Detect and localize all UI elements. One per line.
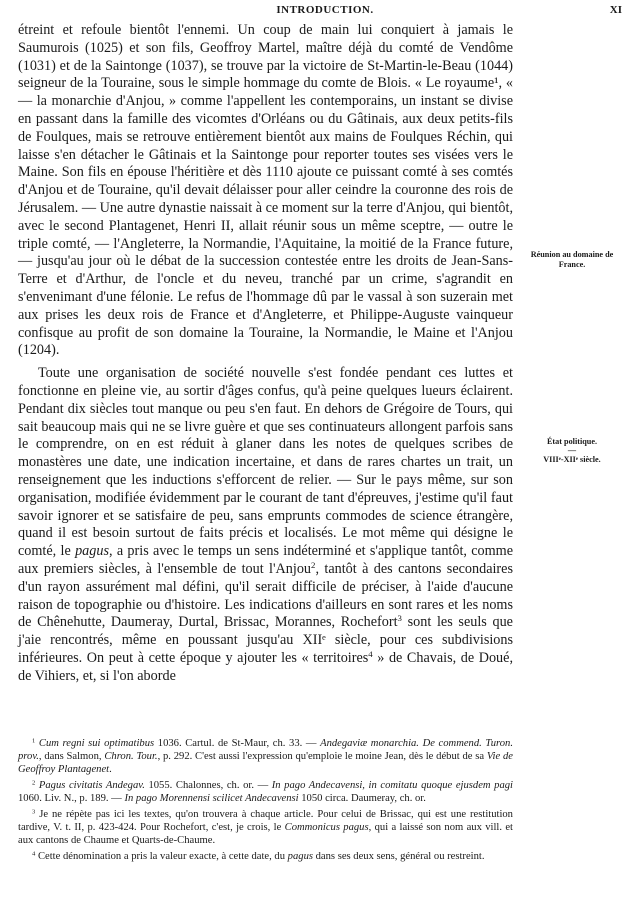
margin-note-line-2: VIIIᵉ-XIIᵉ siècle.: [543, 455, 601, 464]
footnote-1-latin-1: Cum regni sui optimatibus: [38, 738, 155, 749]
footnote-2-text-3: 1050 circa. Daumeray, ch. or.: [298, 793, 426, 804]
footnote-1-text-3: , p. 292. C'est aussi l'expression qu'emploie le moine Jean, dès le début de sa: [157, 751, 487, 762]
paragraph-2: [18, 365, 513, 685]
footnote-1-mark: 1: [32, 737, 36, 745]
paragraph-2-part-4: sont les seuls que j'aie rencontrés, même en poussant jusqu'au XIIᵉ siècle, pour ces subdivisions inférieures. On peut à cette époque y ajouter les « territoires: [18, 614, 513, 666]
footnote-1-title: Chron. Tour.: [104, 751, 158, 762]
footnote-2-mark: 2: [32, 779, 36, 787]
paragraph-2-part-1: Toute une organisation de société nouvelle s'est fondée pendant ces luttes et fonctionne en pleine vie, au sortir d'âges confus, qu'à peine quelques lueurs éclairent. Pendant dix siècles tout manque ou peu s'en faut. En dehors de Grégoire de Tours, qui sait beaucoup mais qui ne se livre guère et que ses continuateurs allongent parfois sans le comprendre, on en est réduit à glaner dans les notes de quelques scribes de monastères une date, une indication incertaine, et dans de rares chartes un trait, un renseignement que les inductions s'efforcent de relier. — Sur le pays même, sur son organisation, modifiée évidemment par le courant de tant d'épreuves, j'estime qu'il faut savoir ignorer et se satisfaire de peu, sans emprunts commodes de science étrangère, quand il est besoin surtout de faits précis et localisés. Le mot même qui désigne le comté, le: [18, 365, 513, 560]
footnote-3-text-2: , qui a laissé son nom aux vill. et aux cantons de Chaume et Quarts-de-Chaume.: [18, 822, 513, 846]
footnote-3-mark: 3: [32, 808, 36, 816]
footnote-4: [18, 850, 513, 863]
footnote-1: [18, 737, 513, 776]
page-number: XI: [609, 4, 622, 16]
footnote-4-mark: 4: [32, 850, 36, 858]
margin-note-etat-politique: [520, 437, 624, 465]
footnote-1-text-2: , dans Salmon,: [38, 751, 105, 762]
paragraph-2-part-2: , a pris avec le temps un sens indéterminé et s'applique tantôt, comme aux premiers siècles, à l'ensemble de tout l'Anjou: [18, 543, 514, 577]
footnotes: [18, 737, 513, 866]
footnote-3-latin: Commonicus pagus: [284, 822, 369, 833]
footnote-2-text-2: 1060. Liv. N., p. 189. —: [18, 793, 125, 804]
footnote-1-latin-2: Andegaviæ monarchia. De commend. Turon. prov.: [18, 738, 513, 762]
margin-note-line-1: État politique.: [546, 437, 598, 446]
margin-note-reunion: Réunion au domaine de France.: [530, 250, 614, 269]
footnote-4-text-1: Cette dénomination a pris la valeur exacte, à cette date, du: [37, 851, 288, 862]
paragraph-2-part-5: » de Chavais, de Doué, de Vihiers, et, si l'on aborde: [18, 649, 513, 684]
footnote-3: [18, 808, 513, 847]
footnote-2: [18, 779, 513, 805]
footnote-1-text-4: .: [109, 764, 112, 775]
page-header: [28, 4, 622, 24]
paragraph-1: étreint et refoule bientôt l'ennemi. Un coup de main lui conquiert à jamais le Saumurois (1025) et son fils, Geoffroy Martel, maître déjà du comté de Vendôme (1031) et de la Saintonge (1037), se trouve par la victoire de St-Martin-le-Beau (1044) seigneur de la Touraine, sous le simple hommage du comte de Blois. « Le royaume¹, « — la monarchie d'Anjou, » comme l'appellent les contemporains, un instant se divise en passant dans la famille des vicomtes d'Orléans ou du Gâtinais, aux deux petits-fils de Foulques, mais se retrouve entièrement bientôt aux mains de Foulques Réchin, qui laisse s'en détacher le Gâtinais et la Saintonge pour reporter toutes ses visées vers le Maine. Son fils en épouse l'héritière et dès 1110 ajoute ce puissant comté à ses comtés d'Anjou et de Touraine, qu'il devait délaisser pour aller ceindre la couronne des rois de Jérusalem. — Une autre dynastie naissait à ce moment sur la terre d'Anjou, qui bientôt, avec le second Plantagenet, Henri II, allait réunir sous un même sceptre, — outre le triple comté, — l'Angleterre, la Normandie, l'Aquitaine, la moitié de la France future, — jusqu'au jour où le débat de la succession contestée entre les droits de Jean-Sans-Terre et d'Arthur, de l'oncle et du neveu, tranché par un crime, s'agrandit en s'envenimant d'une félonie. Le refus de l'hommage dû par le vassal à son suzerain met aux prises les deux rois de France et d'Angleterre, et Philippe-Auguste vainqueur confisque au profit de son domaine la Touraine, la Normandie, le Maine et l'Anjou (1204).: [18, 22, 513, 359]
footnote-ref-2[interactable]: 2: [311, 560, 316, 571]
pagus-term: pagus: [75, 543, 109, 560]
footnote-1-work: Vie de Geoffroy Plantagenet: [18, 751, 513, 775]
margin-note-dash: —: [567, 446, 577, 455]
footnote-4-text-2: dans ses deux sens, général ou restreint.: [312, 851, 485, 862]
footnote-ref-4[interactable]: 4: [368, 649, 373, 660]
running-title: INTRODUCTION.: [276, 4, 374, 16]
footnote-4-latin: pagus: [287, 851, 313, 862]
footnote-3-text-1: Je ne répète pas ici les textes, qu'on trouvera à chaque article. Pour celui de Brissac, qui est une restitution tardive, V. t. II, p. 423-424. Pour Rochefort, c'est, je crois, le: [18, 809, 513, 833]
footnote-2-latin-1: Pagus civitatis Andegav.: [38, 780, 145, 791]
footnote-2-latin-3: In pago Morennensi scilicet Andecavensi: [124, 793, 299, 804]
main-text: [18, 22, 513, 685]
footnote-1-text-1: 1036. Cartul. de St-Maur, ch. 33. —: [154, 738, 321, 749]
footnote-ref-3[interactable]: 3: [397, 613, 402, 624]
paragraph-2-part-3: , tantôt à des cantons secondaires d'un rayon assurément mal défini, qu'il serait difficile de préciser, à l'aide d'aucune raison de topographie ou d'histoire. Les indications d'ailleurs en sont rares et les noms de Chênehutte, Daumeray, Durtal, Brissac, Morannes, Rochefort: [18, 560, 513, 631]
footnote-2-latin-2: In pago Andecavensi, in comitatu quoque ejusdem pagi: [271, 780, 513, 791]
footnote-2-text-1: 1055. Chalonnes, ch. or. —: [144, 780, 272, 791]
